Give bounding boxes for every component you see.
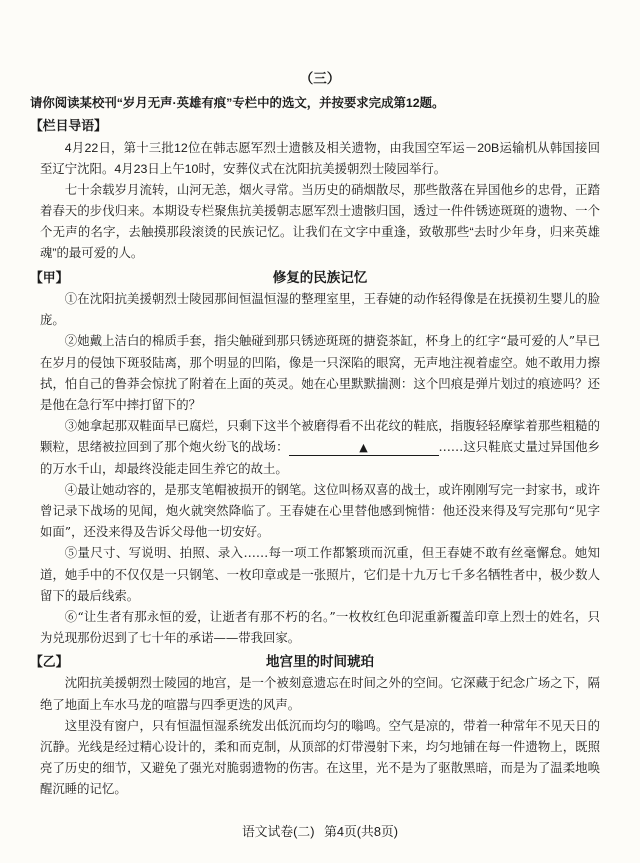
section-number: （三） [299, 71, 341, 86]
part-b-header [30, 649, 600, 671]
guide-paragraph: 七十余载岁月流转，山河无恙，烟火寻常。当历史的硝烟散尽，那些散落在异国他乡的忠骨，正踏着春天的步伐归来。本期设专栏聚焦抗美援朝志愿军烈士遗骸归国，透过一件件锈迹斑斑的遗物、一个个无声的名字，去触摸那段滚烫的民族记忆。让我们在文字中重逢，致敬那些“去时少年身，归来英雄魂”的最可爱的人。 [40, 183, 600, 260]
passage-paragraph: 这里没有窗户，只有恒温恒湿系统发出低沉而均匀的嗡鸣。空气是凉的，带着一种常年不见天日的沉静。光线是经过精心设计的，柔和而克制，从顶部的灯带漫射下来，均匀地铺在每一件遗物上，既照亮了历史的细节，又避免了强光对脆弱遗物的伤害。在这里，光不是为了驱散黑暗，而是为了温柔地唤醒沉睡的记忆。 [40, 717, 600, 797]
triangle-marker: ▲ [359, 441, 368, 455]
passage-paragraph: ⑤量尺寸、写说明、拍照、录入……每一项工作都繁琐而沉重，但王春婕不敢有丝毫懈怠。她知道，她手中的不仅仅是一只钢笔、一枚印章或是一张照片，它们是十九万七千多名牺牲者中，极少数人留下的最后线索。 [40, 545, 600, 603]
passage-paragraph: 沈阳抗美援朝烈士陵园的地宫，是一个被刻意遗忘在时间之外的空间。它深藏于纪念广场之下，隔绝了地面上车水马龙的喧嚣与四季更迭的风声。 [40, 675, 600, 712]
passage-paragraph: ⑥“让生者有那永恒的爱，让逝者有那不朽的名。”一枚枚红色印泥重新覆盖印章上烈士的姓名，只为兑现那份迟到了七十年的承诺——带我回家。 [40, 609, 600, 646]
footer-subject: 语文试卷(二) [241, 824, 315, 839]
part-a-header [30, 265, 600, 287]
footer-page-number: 第4页(共8页) [324, 824, 399, 839]
answer-blank [289, 440, 439, 456]
guide-paragraph: 4月22日，第十三批12位在韩志愿军烈士遗骸及相关遗物，由我国空军运－20B运输机从韩国接回至辽宁沈阳。4月23日上午10时，安葬仪式在沈阳抗美援朝烈士陵园举行。 [40, 141, 600, 176]
paragraph-text: ……这只鞋底丈量过异国他乡的万水千山，却最终没能走回生养它的故土。 [40, 439, 601, 476]
question-instruction: 请你阅读某校刊“岁月无声·英雄有痕”专栏中的选文，并按要求完成第12题。 [30, 96, 445, 110]
passage-paragraph: ②她戴上洁白的棉质手套，指尖触碰到那只锈迹斑斑的搪瓷茶缸，杯身上的红字“最可爱的人”早已在岁月的侵蚀下斑驳陆离，那个明显的凹陷，像是一只深陷的眼窝，无声地注视着虚空。她不敢用力擦拭，怕自己的鲁莽会惊扰了附着在上面的英灵。她在心里默默揣测：这个凹痕是弹片划过的痕迹吗？还是他在急行军中摔打留下的？ [40, 333, 600, 413]
part-a-title: 修复的民族记忆 [272, 270, 368, 285]
paragraph-text: ③她拿起那双鞋面早已腐烂，只剩下这半个被磨得看不出花纹的鞋底，指腹轻轻摩挲着那些粗糙的颗粒，思绪被拉回到了那个炮火纷飞的战场： [40, 418, 600, 455]
part-a-tag: 【甲】 [30, 270, 69, 285]
part-b-tag: 【乙】 [30, 654, 69, 670]
column-guide-label: 【栏目导语】 [30, 118, 107, 133]
passage-paragraph: ①在沈阳抗美援朝烈士陵园那间恒温恒湿的整理室里，王春婕的动作轻得像是在抚摸初生婴儿的脸庞。 [40, 291, 600, 328]
passage-paragraph-with-blank [40, 415, 600, 479]
passage-paragraph: ④最让她动容的，是那支笔帽被损开的钢笔。这位叫杨双喜的战士，或许刚刚写完一封家书，或许曾记录下战场的见闻，炮火就突然降临了。王春婕在心里替他感到惋惜：他还没来得及写完那句“见字如面”，还没来得及告诉父母他一切安好。 [40, 481, 600, 540]
page-footer [0, 821, 640, 840]
part-b-title: 地宫里的时间琥珀 [266, 654, 374, 670]
